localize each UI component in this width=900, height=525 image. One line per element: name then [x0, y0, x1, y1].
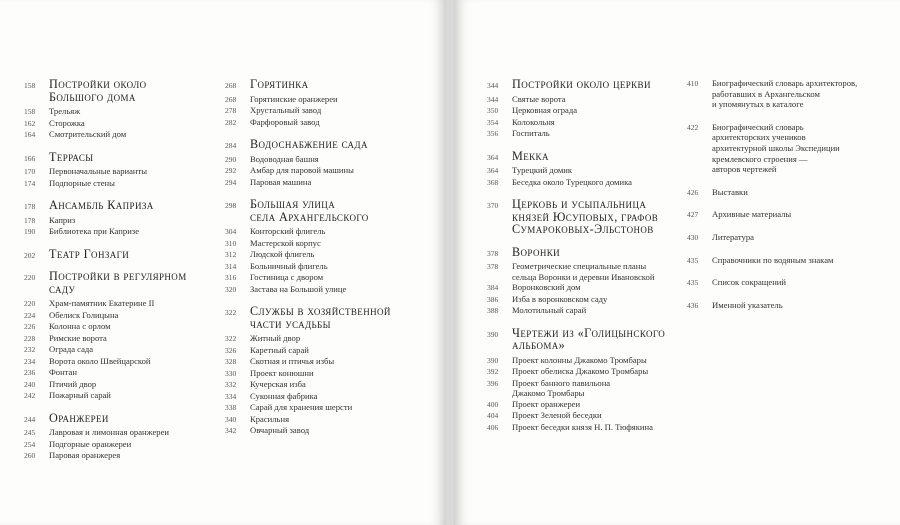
toc-entry[interactable] — [225, 391, 435, 403]
entry-page-number: 344 — [487, 94, 499, 104]
entry-page-number: 174 — [24, 178, 36, 188]
toc-section — [24, 248, 224, 261]
toc-entry[interactable] — [24, 166, 224, 178]
toc-entry[interactable] — [24, 333, 224, 345]
entry-page-number: 234 — [24, 356, 36, 366]
toc-section — [225, 78, 435, 128]
section-page-number: 370 — [487, 201, 499, 210]
entry-page-number: 220 — [24, 299, 36, 308]
entry-page-number: 328 — [225, 357, 237, 366]
toc-entry[interactable] — [24, 344, 224, 356]
entry-title: Гостиница с двором — [250, 272, 324, 282]
entry-page-number: 378 — [487, 262, 499, 271]
entry-title: Каретный сарай — [250, 344, 309, 355]
entry-title: Суконная фабрика — [250, 390, 318, 401]
toc-entry[interactable] — [24, 298, 224, 310]
entry-title: Святые ворота — [512, 93, 566, 104]
section-heading[interactable] — [487, 327, 709, 352]
entry-title: Горятинские оранжереи — [250, 93, 338, 104]
entry-page-number: 330 — [225, 368, 237, 378]
section-title: Постройки около церкви — [512, 77, 651, 91]
toc-entry[interactable] — [24, 129, 224, 141]
entry-page-number: 162 — [24, 118, 36, 128]
entry-title: Ограда сада — [49, 344, 94, 354]
section-title: Церковь и усыпальница князей Юсуповых, графов Сумароковых-Эльстонов — [512, 197, 659, 236]
toc-entry[interactable] — [225, 414, 435, 426]
entry-page-number: 404 — [487, 411, 499, 420]
toc-column-1 — [24, 78, 224, 472]
section-page-number: 364 — [487, 152, 499, 162]
toc-entry[interactable] — [225, 94, 435, 106]
toc-entry[interactable] — [24, 215, 224, 227]
entry-page-number: 320 — [225, 284, 237, 294]
entry-page-number: 236 — [24, 368, 36, 377]
entry-page-number: 436 — [687, 300, 699, 310]
toc-column-4 — [687, 78, 892, 322]
entry-title: Смотрительский дом — [49, 129, 127, 139]
entry-page-number: 254 — [24, 439, 36, 449]
entry-title: Подпорные стены — [49, 177, 115, 188]
entry-page-number: 164 — [24, 130, 36, 139]
appendix-entry[interactable] — [687, 122, 892, 175]
entry-title: Турецкий домик — [512, 165, 573, 175]
section-heading[interactable] — [24, 270, 224, 295]
toc-entry[interactable] — [225, 333, 435, 345]
entry-title: Фонтан — [49, 367, 77, 377]
entry-title: Литература — [712, 231, 754, 242]
toc-entry[interactable] — [24, 356, 224, 368]
entry-title: Фарфоровый завод — [250, 116, 320, 127]
section-heading[interactable] — [24, 248, 224, 261]
entry-title: Подгорные оранжереи — [49, 438, 132, 449]
toc-column-2 — [225, 78, 435, 447]
toc-entry[interactable] — [24, 178, 224, 190]
section-page-number: 166 — [24, 153, 36, 163]
toc-section — [487, 150, 709, 189]
toc-entry[interactable] — [225, 356, 435, 368]
entry-title: Овчарный завод — [250, 425, 310, 435]
entry-page-number: 294 — [225, 177, 237, 187]
entry-title: Биографический словарь архитекторских учеников архитектурной школы Экспедиции кремлевского строения — авторов чертежей — [712, 121, 840, 175]
entry-title: Библиотека при Капризе — [49, 226, 140, 236]
toc-entry[interactable] — [487, 117, 709, 129]
entry-title: Амбар для паровой машины — [250, 165, 354, 175]
right-page — [454, 0, 900, 525]
entry-page-number: 350 — [487, 106, 499, 115]
entry-page-number: 268 — [225, 94, 237, 104]
entry-title: Госпиталь — [512, 128, 550, 138]
entry-page-number: 190 — [24, 227, 36, 236]
toc-entry[interactable] — [225, 379, 435, 391]
entry-page-number: 406 — [487, 422, 499, 432]
section-page-number: 284 — [225, 141, 237, 150]
section-page-number: 178 — [24, 202, 36, 211]
entry-title: Трельяж — [49, 106, 81, 116]
entry-page-number: 354 — [487, 117, 499, 127]
toc-entry[interactable] — [225, 425, 435, 437]
entry-page-number: 322 — [225, 334, 237, 343]
toc-section — [24, 78, 224, 141]
entry-page-number: 396 — [487, 378, 499, 388]
toc-section — [24, 151, 224, 190]
entry-title: Первоначальные варианты — [49, 166, 148, 176]
toc-entry[interactable] — [225, 402, 435, 414]
entry-title: Справочники по водяным знакам — [712, 254, 834, 265]
entry-title: Беседка около Турецкого домика — [512, 176, 632, 187]
section-page-number: 298 — [225, 201, 237, 210]
toc-entry[interactable] — [24, 310, 224, 322]
entry-title: Проект колонны Джакомо Тромбары — [512, 354, 647, 365]
section-page-number: 220 — [24, 273, 36, 282]
section-heading[interactable] — [225, 138, 435, 151]
appendix-entry[interactable] — [687, 232, 892, 243]
toc-section — [487, 246, 709, 317]
entry-page-number: 430 — [687, 232, 699, 242]
entry-title: Обелиск Голицына — [49, 309, 119, 320]
entry-page-number: 342 — [225, 426, 237, 435]
section-page-number: 378 — [487, 248, 499, 258]
toc-entry[interactable] — [487, 305, 709, 317]
appendix-entry[interactable] — [687, 277, 892, 288]
entry-page-number: 228 — [24, 333, 36, 343]
entry-page-number: 242 — [24, 391, 36, 400]
entry-title: Геометрические специальные планы сельца Воронки и деревни Ивановской — [512, 261, 655, 282]
section-heading[interactable] — [487, 150, 709, 163]
entry-page-number: 410 — [687, 79, 699, 88]
toc-entry[interactable] — [24, 106, 224, 118]
entry-page-number: 232 — [24, 345, 36, 354]
entry-title: Ворота около Швейцарской — [49, 355, 151, 366]
section-title: Постройки около Большого дома — [49, 77, 147, 104]
entry-page-number: 338 — [225, 403, 237, 412]
section-page-number: 344 — [487, 81, 499, 90]
toc-entry[interactable] — [24, 367, 224, 379]
entry-title: Проект обелиска Джакомо Тромбары — [512, 366, 649, 376]
toc-entry[interactable] — [487, 177, 709, 189]
entry-page-number: 388 — [487, 306, 499, 315]
toc-entry[interactable] — [487, 378, 709, 399]
toc-entry[interactable] — [225, 177, 435, 189]
toc-entry[interactable] — [487, 165, 709, 177]
toc-entry[interactable] — [225, 238, 435, 250]
entry-title: Житный двор — [250, 333, 301, 343]
section-title: Водоснабжение сада — [250, 137, 368, 151]
entry-page-number: 224 — [24, 310, 36, 320]
toc-entry[interactable] — [225, 117, 435, 129]
section-title: Службы в хозяйственной части усадьбы — [250, 304, 391, 331]
section-page-number: 202 — [24, 250, 36, 260]
entry-title: Больничный флигель — [250, 260, 328, 271]
entry-title: Римские ворота — [49, 332, 107, 343]
entry-title: Колонна с орлом — [49, 321, 111, 331]
section-heading[interactable] — [225, 78, 435, 91]
entry-title: Кучерская изба — [250, 379, 306, 389]
entry-title: Паровая машина — [250, 176, 312, 187]
section-title: Ансамбль Каприза — [49, 198, 154, 212]
entry-title: Колокольня — [512, 116, 555, 127]
toc-section — [487, 327, 709, 434]
entry-title: Проект конюшни — [250, 367, 314, 378]
entry-page-number: 340 — [225, 414, 237, 424]
toc-entry[interactable] — [225, 272, 435, 284]
toc-entry[interactable] — [487, 410, 709, 422]
toc-column-3 — [487, 78, 709, 443]
section-title: Оранжереи — [49, 410, 109, 425]
toc-entry[interactable] — [487, 94, 709, 106]
section-heading[interactable] — [487, 78, 709, 91]
toc-section — [225, 198, 435, 295]
entry-title: Застава на Большой улице — [250, 283, 347, 294]
toc-entry[interactable] — [225, 165, 435, 177]
entry-title: Конторский флигель — [250, 226, 326, 236]
toc-entry[interactable] — [487, 366, 709, 378]
section-title: Воронки — [512, 244, 561, 259]
section-title: Театр Гонзаги — [49, 246, 130, 261]
entry-title: Проект банного павильона Джакомо Тромбары — [512, 377, 611, 398]
entry-title: Церковная ограда — [512, 105, 578, 115]
toc-section — [24, 412, 224, 462]
appendix-entry[interactable] — [687, 209, 892, 220]
toc-entry[interactable] — [225, 154, 435, 166]
toc-section — [225, 305, 435, 437]
entry-title: Архивные материалы — [712, 209, 792, 220]
entry-title: Водоводная башня — [250, 153, 319, 164]
entry-title: Сторожка — [49, 117, 85, 128]
entry-title: Выставки — [712, 186, 748, 197]
entry-page-number: 332 — [225, 380, 237, 389]
section-heading[interactable] — [24, 199, 224, 212]
appendix-entry[interactable] — [687, 300, 892, 311]
entry-page-number: 435 — [687, 278, 699, 288]
entry-page-number: 435 — [687, 255, 699, 265]
entry-title: Пожарный сарай — [49, 390, 111, 400]
toc-entry[interactable] — [24, 118, 224, 130]
entry-page-number: 316 — [225, 273, 237, 282]
entry-page-number: 368 — [487, 177, 499, 187]
entry-page-number: 314 — [225, 261, 237, 271]
entry-title: Биографический словарь архитекторов, работавших в Архангельском и упомянутых в каталоге — [712, 78, 858, 110]
entry-title: Паровая оранжерея — [49, 450, 121, 460]
toc-entry[interactable] — [487, 294, 709, 306]
entry-page-number: 170 — [24, 167, 36, 176]
toc-entry[interactable] — [24, 427, 224, 439]
toc-entry[interactable] — [487, 282, 709, 294]
left-page — [0, 0, 446, 525]
entry-page-number: 226 — [24, 322, 36, 331]
entry-title: Сарай для хранения шерсти — [250, 402, 353, 412]
section-page-number: 158 — [24, 81, 36, 90]
entry-page-number: 278 — [225, 106, 237, 115]
entry-page-number: 400 — [487, 399, 499, 409]
section-heading[interactable] — [487, 198, 709, 236]
entry-title: Проект Зеленой беседки — [512, 410, 602, 420]
entry-page-number: 326 — [225, 345, 237, 355]
toc-entry[interactable] — [487, 128, 709, 140]
toc-entry[interactable] — [24, 321, 224, 333]
section-title: Постройки в регулярном саду — [49, 269, 187, 296]
appendix-entry[interactable] — [687, 187, 892, 198]
entry-page-number: 260 — [24, 451, 36, 460]
entry-page-number: 427 — [687, 210, 699, 220]
entry-title: Красильня — [250, 413, 290, 424]
toc-entry[interactable] — [487, 261, 709, 282]
entry-page-number: 158 — [24, 107, 36, 116]
section-title: Горятинка — [250, 77, 309, 91]
entry-page-number: 282 — [225, 117, 237, 127]
appendix-entry[interactable] — [687, 255, 892, 266]
section-page-number: 244 — [24, 414, 36, 424]
entry-title: Именной указатель — [712, 299, 783, 310]
entry-title: Воронковский дом — [512, 282, 581, 292]
section-title: Террасы — [49, 149, 94, 164]
toc-entry[interactable] — [24, 226, 224, 238]
toc-entry[interactable] — [225, 368, 435, 380]
entry-title: Мастерской корпус — [250, 237, 321, 248]
entry-page-number: 240 — [24, 379, 36, 389]
section-heading[interactable] — [225, 305, 435, 330]
toc-entry[interactable] — [225, 345, 435, 357]
toc-section — [487, 78, 709, 140]
entry-page-number: 426 — [687, 187, 699, 197]
entry-title: Хрустальный завод — [250, 105, 322, 115]
entry-title: Лавровая и лимонная оранжереи — [49, 427, 169, 437]
section-page-number: 268 — [225, 81, 237, 90]
entry-page-number: 290 — [225, 154, 237, 164]
entry-page-number: 334 — [225, 391, 237, 401]
entry-title: Список сокращений — [712, 277, 786, 288]
section-page-number: 390 — [487, 329, 499, 339]
toc-entry[interactable] — [225, 249, 435, 261]
toc-entry[interactable] — [24, 450, 224, 462]
toc-section — [24, 199, 224, 238]
section-title: Мекка — [512, 148, 549, 163]
section-title: Большая улица села Архангельского — [250, 197, 369, 224]
toc-section — [225, 138, 435, 188]
toc-entry[interactable] — [225, 226, 435, 238]
section-page-number: 322 — [225, 308, 237, 317]
entry-page-number: 364 — [487, 166, 499, 175]
entry-page-number: 304 — [225, 227, 237, 236]
entry-title: Молотильный сарай — [512, 305, 587, 315]
entry-page-number: 310 — [225, 238, 237, 248]
toc-entry[interactable] — [487, 399, 709, 411]
toc-entry[interactable] — [225, 261, 435, 273]
entry-page-number: 392 — [487, 367, 499, 376]
entry-title: Храм-памятник Екатерине II — [49, 298, 155, 308]
section-heading[interactable] — [24, 78, 224, 103]
section-title: Чертежи из «Голицынского альбома» — [512, 325, 666, 352]
toc-entry[interactable] — [24, 390, 224, 402]
section-heading[interactable] — [487, 246, 709, 259]
entry-title: Каприз — [49, 214, 76, 225]
entry-title: Проект оранжереи — [512, 398, 581, 409]
entry-page-number: 390 — [487, 355, 499, 365]
entry-title: Скотная и птичья избы — [250, 356, 335, 366]
toc-entry[interactable] — [225, 105, 435, 117]
toc-entry[interactable] — [487, 422, 709, 434]
toc-entry[interactable] — [24, 379, 224, 391]
entry-page-number: 422 — [687, 122, 699, 132]
entry-page-number: 245 — [24, 428, 36, 437]
toc-entry[interactable] — [24, 439, 224, 451]
entry-title: Проект беседки князя Н. П. Тюфякина — [512, 421, 653, 432]
toc-entry[interactable] — [225, 284, 435, 296]
entry-page-number: 356 — [487, 129, 499, 138]
entry-title: Людской флигель — [250, 249, 315, 259]
section-heading[interactable] — [24, 151, 224, 164]
toc-entry[interactable] — [487, 105, 709, 117]
section-heading[interactable] — [24, 412, 224, 425]
entry-title: Изба в воронковском саду — [512, 293, 608, 304]
entry-page-number: 386 — [487, 294, 499, 304]
entry-page-number: 292 — [225, 166, 237, 175]
entry-title: Птичий двор — [49, 378, 97, 389]
entry-page-number: 312 — [225, 250, 237, 259]
toc-section — [24, 270, 224, 402]
toc-section — [487, 198, 709, 236]
toc-entry[interactable] — [487, 355, 709, 367]
appendix-entry[interactable] — [687, 78, 892, 110]
section-heading[interactable] — [225, 198, 435, 223]
entry-page-number: 384 — [487, 283, 499, 292]
entry-page-number: 178 — [24, 215, 36, 225]
